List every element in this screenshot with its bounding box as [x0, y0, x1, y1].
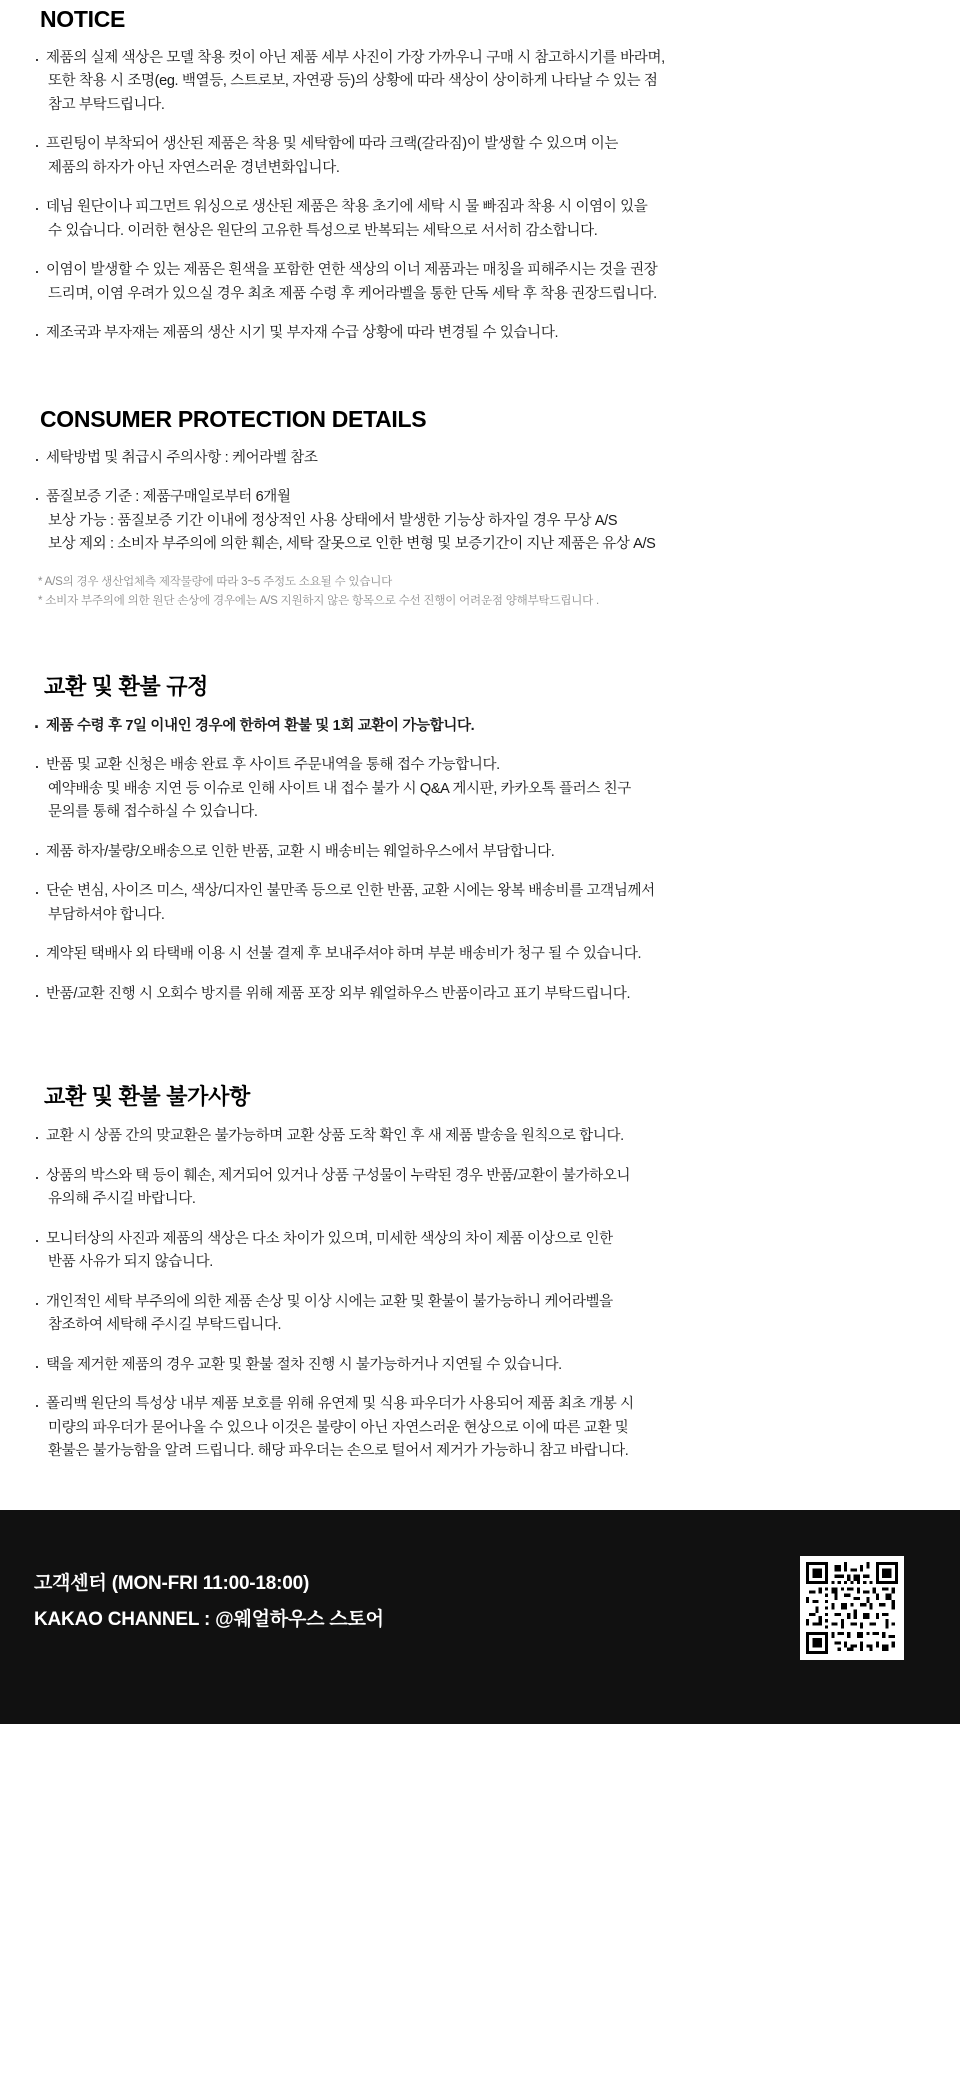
list-item-line: · 제품 하자/불량/오배송으로 인한 반품, 교환 시 배송비는 웨얼하우스에서 부담합니다. — [46, 843, 555, 860]
list-item-line: 수 있습니다. 이러한 현상은 원단의 고유한 특성으로 반복되는 세탁으로 서서히 감소합니다. — [48, 222, 598, 239]
page-title-exchange-refund-policy: 교환 및 환불 규정 — [44, 673, 209, 699]
list-item-line: · 개인적인 세탁 부주의에 의한 제품 손상 및 이상 시에는 교환 및 환불이 불가능하니 케어라벨을 — [46, 1293, 613, 1310]
list-item — [32, 1228, 932, 1275]
list-item-line: 부담하셔야 합니다. — [48, 906, 165, 923]
list-item-line: 보상 제외 : 소비자 부주의에 의한 훼손, 세탁 잘못으로 인한 변형 및 보증기간이 지난 제품은 유상 A/S — [48, 536, 656, 553]
list-item — [32, 196, 932, 243]
list-item-line: · 단순 변심, 사이즈 미스, 색상/디자인 불만족 등으로 인한 반품, 교환 시에는 왕복 배송비를 고객님께서 — [46, 883, 655, 900]
list-item — [32, 447, 932, 470]
list-item-line: · 모니터상의 사진과 제품의 색상은 다소 차이가 있으며, 미세한 색상의 차이 제품 이상으로 인한 — [46, 1230, 613, 1247]
list-item — [32, 715, 932, 738]
footer-kakao-channel: KAKAO CHANNEL : @웨얼하우스 스토어 — [34, 1608, 384, 1630]
page-title-notice: NOTICE — [40, 6, 126, 32]
note-line: * 소비자 부주의에 의한 원단 손상에 경우에는 A/S 지원하지 않은 항목으로 수선 진행이 어려운점 양해부탁드립니다 . — [38, 595, 600, 608]
list-item — [32, 880, 932, 927]
qr-code-svg — [806, 1562, 898, 1654]
list-item-line: · 폴리백 원단의 특성상 내부 제품 보호를 위해 유연제 및 식용 파우더가 사용되어 제품 최초 개봉 시 — [46, 1396, 634, 1413]
list-item — [32, 1354, 932, 1377]
list-item-line: 참고 부탁드립니다. — [48, 96, 165, 113]
list-item-line: 환불은 불가능함을 알려 드립니다. 해당 파우더는 손으로 털어서 제거가 가능하니 참고 바랍니다. — [48, 1443, 629, 1460]
list-item-line: · 프린팅이 부착되어 생산된 제품은 착용 및 세탁함에 따라 크랙(갈라짐)이 발생할 수 있으며 이는 — [46, 136, 619, 153]
exchange-refund-exclusions-list — [32, 1125, 932, 1463]
list-item-line: 제품의 하자가 아닌 자연스러운 경년변화입니다. — [48, 159, 340, 176]
list-item-line: 예약배송 및 배송 지연 등 이슈로 인해 사이트 내 접수 불가 시 Q&A 게시판, 카카오톡 플러스 친구 — [48, 780, 631, 797]
exchange-refund-policy-list — [32, 715, 932, 1006]
list-item-line: · 제품 수령 후 7일 이내인 경우에 한하여 환불 및 1회 교환이 가능합니다. — [46, 717, 475, 734]
list-item-line: · 택을 제거한 제품의 경우 교환 및 환불 절차 진행 시 불가능하거나 지연될 수 있습니다. — [46, 1356, 562, 1373]
list-item — [32, 841, 932, 864]
list-item — [32, 1291, 932, 1338]
list-item-line: 보상 가능 : 품질보증 기간 이내에 정상적인 사용 상태에서 발생한 기능상 하자일 경우 무상 A/S — [48, 512, 618, 529]
list-item-line: · 반품/교환 진행 시 오회수 방지를 위해 제품 포장 외부 웨얼하우스 반품이라고 표기 부탁드립니다. — [46, 985, 631, 1002]
note-line: * A/S의 경우 생산업체측 제작물량에 따라 3~5 주정도 소요될 수 있습니다 — [38, 575, 393, 588]
list-item — [32, 1125, 932, 1148]
list-item-line: 참조하여 세탁해 주시길 부탁드립니다. — [48, 1317, 282, 1334]
list-item-line: 반품 사유가 되지 않습니다. — [48, 1254, 213, 1271]
section-exchange-refund-exclusions — [32, 1080, 932, 1463]
page-title-exchange-refund-exclusions: 교환 및 환불 불가사항 — [44, 1084, 251, 1110]
section-spacer — [32, 1022, 932, 1080]
list-item-line: · 이염이 발생할 수 있는 제품은 흰색을 포함한 연한 색상의 이너 제품과는 매칭을 피해주시는 것을 권장 — [46, 262, 658, 279]
qr-code-icon[interactable] — [800, 1556, 904, 1660]
list-item-line: · 제조국과 부자재는 제품의 생산 시기 및 부자재 수급 상황에 따라 변경될 수 있습니다. — [46, 325, 559, 342]
list-item-line: · 세탁방법 및 취급시 주의사항 : 케어라벨 참조 — [46, 449, 318, 466]
list-item-line: 또한 착용 시 조명(eg. 백열등, 스트로보, 자연광 등)의 상황에 따라 색상이 상이하게 나타날 수 있는 점 — [48, 73, 658, 90]
list-item — [32, 486, 932, 556]
list-item — [32, 1165, 932, 1212]
list-item-line: · 품질보증 기준 : 제품구매일로부터 6개월 — [46, 489, 291, 506]
list-item-line: · 교환 시 상품 간의 맞교환은 불가능하며 교환 상품 도착 확인 후 새 제품 발송을 원칙으로 합니다. — [46, 1128, 624, 1145]
list-item — [32, 1393, 932, 1463]
list-item — [32, 133, 932, 180]
section-spacer — [32, 362, 932, 406]
list-item-line: 문의를 통해 접수하실 수 있습니다. — [48, 804, 258, 821]
section-spacer — [32, 612, 932, 670]
notice-list — [32, 47, 932, 346]
list-item — [32, 322, 932, 345]
section-consumer-protection — [32, 406, 932, 612]
footer — [0, 1510, 960, 1724]
list-item-line: 미량의 파우더가 묻어나올 수 있으나 이것은 불량이 아닌 자연스러운 현상으로 이에 따른 교환 및 — [48, 1419, 629, 1436]
page-title-consumer-protection: CONSUMER PROTECTION DETAILS — [40, 405, 427, 432]
list-item — [32, 259, 932, 306]
list-item-line: · 상품의 박스와 택 등이 훼손, 제거되어 있거나 상품 구성물이 누락된 경우 반품/교환이 불가하오니 — [46, 1167, 631, 1184]
list-item — [32, 47, 932, 117]
list-item-line: · 데님 원단이나 피그먼트 워싱으로 생산된 제품은 착용 초기에 세탁 시 물 빠짐과 착용 시 이염이 있을 — [46, 199, 648, 216]
consumer-protection-list — [32, 447, 932, 557]
list-item — [32, 754, 932, 824]
list-item-line: · 반품 및 교환 신청은 배송 완료 후 사이트 주문내역을 통해 접수 가능합니다. — [46, 757, 500, 774]
section-exchange-refund-policy — [32, 670, 932, 1006]
section-notice — [32, 6, 932, 346]
list-item-line: 유의해 주시길 바랍니다. — [48, 1191, 196, 1208]
footer-customer-center: 고객센터 (MON-FRI 11:00-18:00) — [34, 1572, 310, 1594]
list-item-line: 드리며, 이염 우려가 있으실 경우 최초 제품 수령 후 케어라벨을 통한 단독 세탁 후 착용 권장드립니다. — [48, 285, 657, 302]
list-item-line: · 제품의 실제 색상은 모델 착용 컷이 아닌 제품 세부 사진이 가장 가까우니 구매 시 참고하시기를 바라며, — [46, 50, 665, 66]
list-item — [32, 943, 932, 966]
list-item — [32, 983, 932, 1006]
consumer-protection-notes — [38, 573, 932, 612]
list-item-line: · 계약된 택배사 외 타택배 이용 시 선불 결제 후 보내주셔야 하며 부분 배송비가 청구 될 수 있습니다. — [46, 946, 642, 963]
